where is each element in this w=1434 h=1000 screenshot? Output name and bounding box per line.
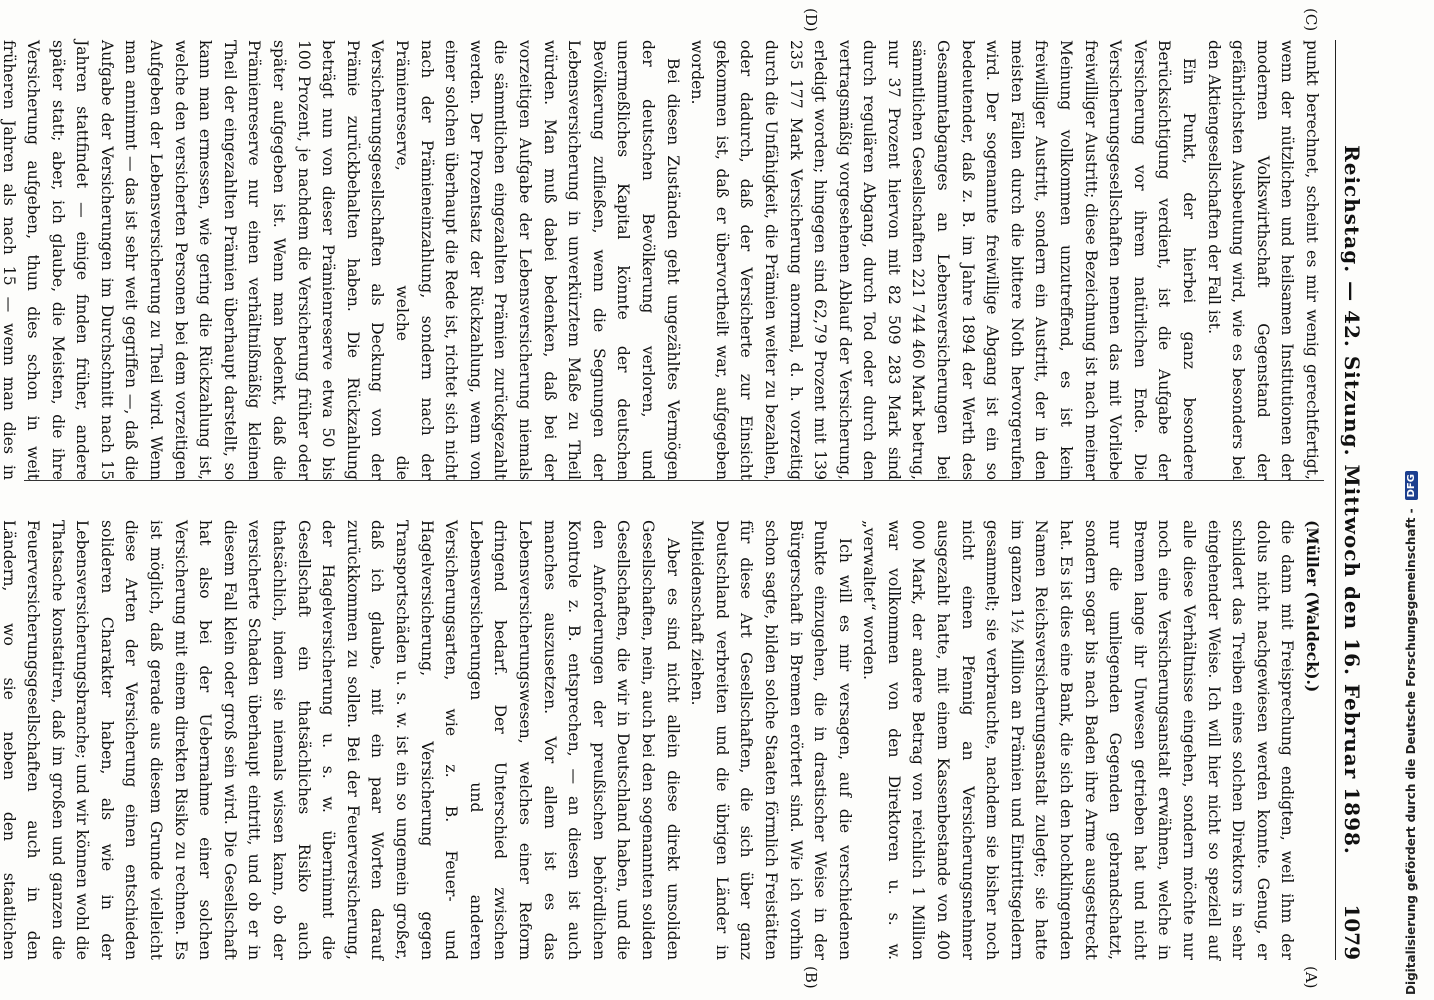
digitization-credit [1398,0,1424,995]
margin-marker-a: (A) [1302,966,1320,989]
margin-marker-b: (B) [802,966,820,989]
page-number: 1079 [1340,904,1364,960]
page-header [1335,40,1370,960]
paragraph: die dann mit Freisprechung endigten, weil ihm der dolus nicht nachgewiesen werden konnte. Genug, er schildert das Treiben eines solchen Direktors in sehr eingehender Weise. Ich will hier nicht so speziell auf alle diese Verhältnisse eingehen, sondern möchte nur noch eine Versicherungsanstalt erwähnen, welche in Bremen lange ihr Unwesen getrieben hat und nicht nur die umliegenden Gegenden gebrandschatzt, sondern sogar bis nach Baden ihre Arme ausgestreckt hat. Es ist dies eine Bank, die sich den hochklingenden Namen Reichsversicherungsanstalt zulegte; sie hatte im ganzen 1½ Million an Prämien und Eintrittsgeldern gesammelt; sie verbrauchte, nachdem sie bisher noch nicht einen Pfennig an Versicherungsnehmer ausgezahlt hatte, mit einem Kassenbestande von 400 000 Mark, der andere Betrag von reichlich 1 Million war vollkommen von den Direktoren u. s. w. „verwaltet“ worden. [860,520,1297,960]
paragraph: Aber es sind nicht allein diese direkt unsoliden Gesellschaften, nein, auch bei den sogenannten soliden Gesellschaften, die wir in Deutschland haben, und die den Anforderungen der preußischen behördlichen Kontrole z. B. entsprechen, — an diesen ist auch manches auszusetzen. Vor allem ist es das Lebensversicherungswesen, welches einer Reform dringend bedarf. Der Unterschied zwischen Lebensversicherungen und anderen Versicherungsarten, wie z. B. Feuer- und Hagelversicherung, Versicherung gegen Transportschäden u. s. w. ist ein so ungemein großer, daß ich glaube, mit ein paar Worten darauf zurückkommen zu sollen. Bei der Feuerversicherung, der Hagelversicherung u. s. w. übernimmt die Gesellschaft ein thatsächliches Risiko auch thatsächlich, indem sie niemals wissen kann, ob der versicherte Schaden überhaupt eintritt, und ob er in diesem Fall klein oder groß sein wird. Die Gesellschaft hat also bei der Uebernahme einer solchen Versicherung mit einem direkten Risiko zu rechnen. Es ist möglich, daß gerade aus diesem Grunde vielleicht diese Arten der Versicherung einen entschieden solideren Charakter haben, als wie in der Lebensversicherungsbranche; und wir können wohl die Thatsache konstatiren, daß im großen und ganzen die Feuerversicherungsgesellschaften auch in den Ländern, wo sie neben den staatlichen [0,520,682,960]
paragraph: Ein Punkt, der hierbei ganz besondere Berücksichtigung verdient, ist die Aufgabe der Versicherung vor ihrem natürlichen Ende. Die Versicherungsgesellschaften nennen das mit Vorliebe freiwilliger Austritt; diese Bezeichnung ist nach meiner Meinung vollkommen unzutreffend, es ist kein freiwilliger Austritt, sondern ein Austritt, der in den meisten Fällen durch die bittere Noth hervorgerufen wird. Der sogenannte freiwillige Abgang ist ein so bedeutender, daß z. B. im Jahre 1894 der Werth des Gesammtabganges an Lebensversicherungen bei sämmtlichen Gesellschaften 221 744 460 Mark betrug, nur 37 Prozent hiervon mit 82 509 283 Mark sind durch regulären Abgang, durch Tod oder durch den vertragsmäßig vorgesehenen Ablauf der Versicherung, erledigt worden; hingegen sind 62,79 Prozent mit 139 235 177 Mark Versicherung anormal, d. h. vorzeitig durch die Unfähigkeit, die Prämien weiter zu bezahlen, oder dadurch, daß der Versicherte zur Einsicht gekommen ist, daß er übervortheilt war, aufgegeben worden. [688,40,1199,480]
column-divider [24,480,1324,481]
speaker-label: (Müller (Waldeck).) [1303,520,1322,693]
margin-marker-d: (D) [802,8,820,32]
text-column-left [0,40,1324,480]
margin-marker-c: (C) [1302,8,1320,32]
paragraph: punkt berechnet, scheint es mir wenig gerechtfertigt, wenn der nützlichen und heilsamen Institutionen der modernen Volkswirthschaft Gegenstand der gefährlichsten Ausbeutung wird, wie es besonders bei den Aktiengesellschaften der Fall ist. [1204,40,1321,480]
paragraph: Ich will es mir versagen, auf die verschiedenen Punkte einzugehen, die in drastischer Weise in der Bürgerschaft in Bremen erörtert sind. Wie ich vorhin schon sagte, bilden solche Staaten förmlich Freistätten für diese Art Gesellschaften, die sich über ganz Deutschland verbreiten und die übrigen Länder in Mitleidenschaft ziehen. [688,520,854,960]
dfg-logo-icon: DFG [1405,471,1418,500]
page-title: Reichstag. — 42. Sitzung. Mittwoch den 16. Februar 1898. [1340,145,1364,855]
paragraph: Bei diesen Zuständen geht ungezähltes Vermögen der deutschen Bevölkerung verloren, und unermeßliches Kapital könnte der deutschen Bevölkerung zufließen, wenn die Segnungen der Lebensversicherung in unverkürztem Maße zu Theil würden. Man muß dabei bedenken, daß bei der vorzeitigen Aufgabe der Lebensversicherung niemals die sämmtlichen eingezahlten Prämien zurückgezahlt werden. Der Prozentsatz der Rückzahlung, wenn von einer solchen überhaupt die Rede ist, richtet sich nicht nach der Prämieneinzahlung, sondern nach der Prämienreserve, welche die Versicherungsgesellschaften als Deckung von der Prämie zurückbehalten haben. Die Rückzahlung beträgt nun von dieser Prämienreserve etwa 50 bis 100 Prozent, je nachdem die Versicherung früher oder später aufgegeben ist. Wenn man bedenkt, daß die Prämienreserve nur einen verhältnißmäßig kleinen Theil der eingezahlten Prämien überhaupt darstellt, so kann man ermessen, wie gering die Rückzahlung ist, welche den versicherten Personen bei dem vorzeitigen Aufgeben der Lebensversicherung zu Theil wird. Wenn man annimmt — das ist sehr weit gegriffen —, daß die Aufgabe der Versicherungen im Durchschnitt nach 15 Jahren stattfindet — einige finden früher, andere später statt; aber, ich glaube, die Meisten, die ihre Versicherung aufgeben, thun dies schon in weit früheren Jahren als nach 15 — wenn man dies in [0,40,682,480]
text-column-right [0,520,1324,960]
digitization-credit-text: Digitalisierung gefördert durch die Deutsche Forschungsgemeinschaft - [1404,508,1418,995]
digitization-sidebar [1392,0,1432,1000]
